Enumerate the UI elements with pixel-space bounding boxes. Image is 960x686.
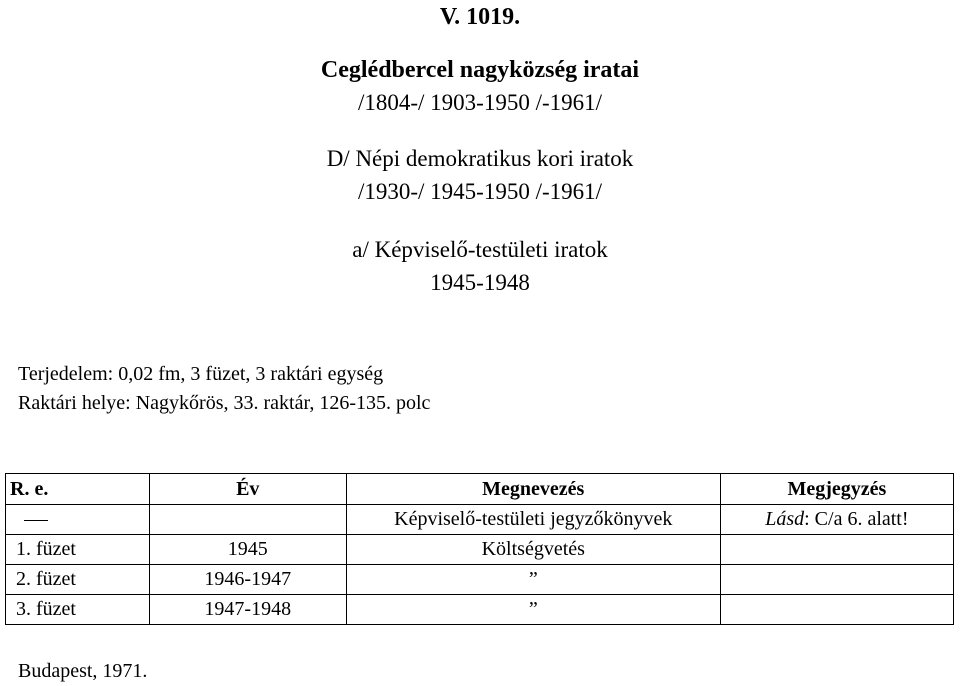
series-title: a/ Képviselő-testületi iratok — [352, 237, 608, 262]
table-row — [6, 565, 954, 595]
cell-name: Költségvetés — [346, 535, 720, 565]
note-reference: : C/a 6. alatt! — [804, 508, 909, 530]
footer-place-date: Budapest, 1971. — [18, 660, 148, 682]
cell-name: Képviselő-testületi jegyzőkönyvek — [346, 505, 720, 535]
col-header-unit: R. e. — [6, 474, 150, 505]
col-header-name: Megnevezés — [346, 474, 720, 505]
cell-unit: 2. füzet — [6, 565, 150, 595]
metadata-block — [18, 360, 430, 418]
series-dates: 1945-1948 — [430, 270, 530, 295]
cell-note — [720, 505, 953, 535]
section-dates: /1930-/ 1945-1950 /-1961/ — [357, 179, 603, 204]
cell-unit: 3. füzet — [6, 595, 150, 625]
cell-name: ” — [346, 565, 720, 595]
fond-title: Ceglédbercel nagyközség iratai — [320, 57, 640, 83]
cell-note — [720, 535, 953, 565]
cell-year: 1946-1947 — [149, 565, 346, 595]
cell-note — [720, 565, 953, 595]
table-header-row — [6, 474, 954, 505]
cell-note — [720, 595, 953, 625]
cell-name: ” — [346, 595, 720, 625]
cell-unit — [6, 505, 150, 535]
cell-year: 1945 — [149, 535, 346, 565]
extent-line: Terjedelem: 0,02 fm, 3 füzet, 3 raktári egység — [18, 363, 384, 385]
table-row — [6, 535, 954, 565]
document-code: V. 1019. — [439, 4, 521, 30]
fond-dates: /1804-/ 1903-1950 /-1961/ — [357, 90, 603, 115]
section-title: D/ Népi demokratikus kori iratok — [326, 146, 634, 171]
note-see-label: Lásd — [765, 508, 805, 530]
location-line: Raktári helye: Nagykőrös, 33. raktár, 126-135. polc — [18, 392, 431, 414]
table-row — [6, 505, 954, 535]
dash-mark — [24, 520, 48, 521]
cell-unit: 1. füzet — [6, 535, 150, 565]
col-header-year: Év — [149, 474, 346, 505]
col-header-note: Megjegyzés — [720, 474, 953, 505]
cell-year — [149, 505, 346, 535]
units-table — [5, 473, 954, 625]
table-row — [6, 595, 954, 625]
cell-year: 1947-1948 — [149, 595, 346, 625]
